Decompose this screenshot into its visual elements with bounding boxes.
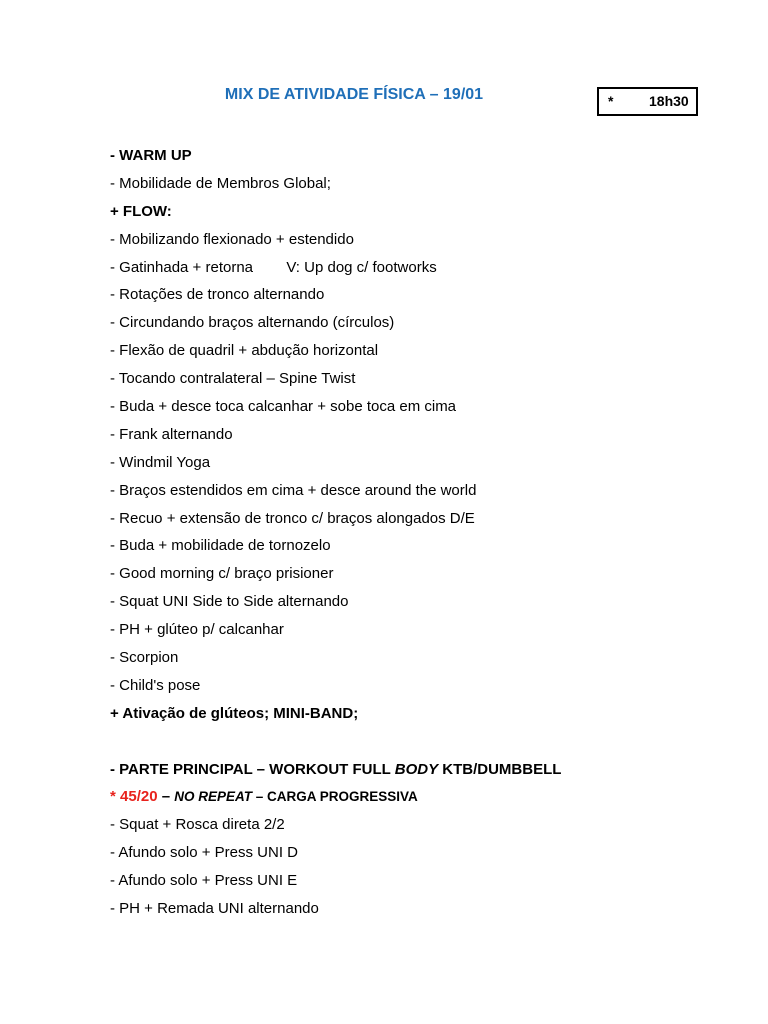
flow-item: - Flexão de quadril + abdução horizontal bbox=[110, 342, 379, 360]
time-box-time: 18h30 bbox=[649, 93, 689, 109]
flow-item: - Circundando braços alternando (círculos) bbox=[110, 314, 395, 332]
main-heading-suffix: KTB/DUMBBELL bbox=[438, 760, 562, 778]
flow-item: - Recuo + extensão de tronco c/ braços alongados D/E bbox=[110, 509, 475, 527]
spacer bbox=[110, 732, 561, 760]
main-heading-prefix: - PARTE PRINCIPAL – WORKOUT FULL bbox=[110, 760, 395, 778]
flow-item: - Tocando contralateral – Spine Twist bbox=[110, 370, 356, 388]
main-heading bbox=[110, 760, 561, 788]
flow-item: - Mobilizando flexionado + estendido bbox=[110, 230, 354, 248]
flow-item: - Scorpion bbox=[110, 649, 179, 667]
main-item: - Afundo solo + Press UNI E bbox=[110, 872, 298, 890]
flow-item: - Braços estendidos em cima + desce around the world bbox=[110, 481, 477, 499]
protocol-line bbox=[110, 787, 561, 815]
glute-activation: + Ativação de glúteos; MINI-BAND; bbox=[110, 704, 359, 722]
protocol-dash: – bbox=[157, 788, 175, 806]
page-title: MIX DE ATIVIDADE FÍSICA – 19/01 bbox=[224, 86, 484, 103]
workout-content bbox=[110, 146, 561, 927]
main-item: - Afundo solo + Press UNI D bbox=[110, 844, 298, 862]
flow-item: - Windmil Yoga bbox=[110, 453, 211, 471]
protocol-red: * 45/20 bbox=[110, 788, 158, 806]
protocol-rest: – CARGA PROGRESSIVA bbox=[252, 789, 418, 805]
flow-item: - Rotações de tronco alternando bbox=[110, 286, 325, 304]
flow-item: - PH + glúteo p/ calcanhar bbox=[110, 621, 284, 639]
flow-item: - Buda + mobilidade de tornozelo bbox=[110, 537, 331, 555]
time-box bbox=[597, 87, 698, 116]
flow-item: - Child's pose bbox=[110, 676, 201, 694]
flow-item: - Squat UNI Side to Side alternando bbox=[110, 593, 349, 611]
flow-item: - Frank alternando bbox=[110, 425, 233, 443]
main-heading-italic: BODY bbox=[394, 760, 439, 778]
main-item: - Squat + Rosca direta 2/2 bbox=[110, 816, 285, 834]
main-item: - PH + Remada UNI alternando bbox=[110, 900, 319, 918]
time-box-star: * bbox=[608, 93, 614, 109]
warmup-heading: - WARM UP bbox=[110, 147, 192, 164]
flow-item: - Good morning c/ braço prisioner bbox=[110, 565, 334, 583]
flow-item: - Buda + desce toca calcanhar + sobe toca em cima bbox=[110, 398, 457, 416]
protocol-italic: NO REPEAT bbox=[174, 789, 252, 805]
flow-item: - Gatinhada + retorna V: Up dog c/ footworks bbox=[110, 258, 437, 276]
warmup-item: - Mobilidade de Membros Global; bbox=[110, 174, 331, 192]
flow-heading: + FLOW: bbox=[110, 202, 172, 220]
